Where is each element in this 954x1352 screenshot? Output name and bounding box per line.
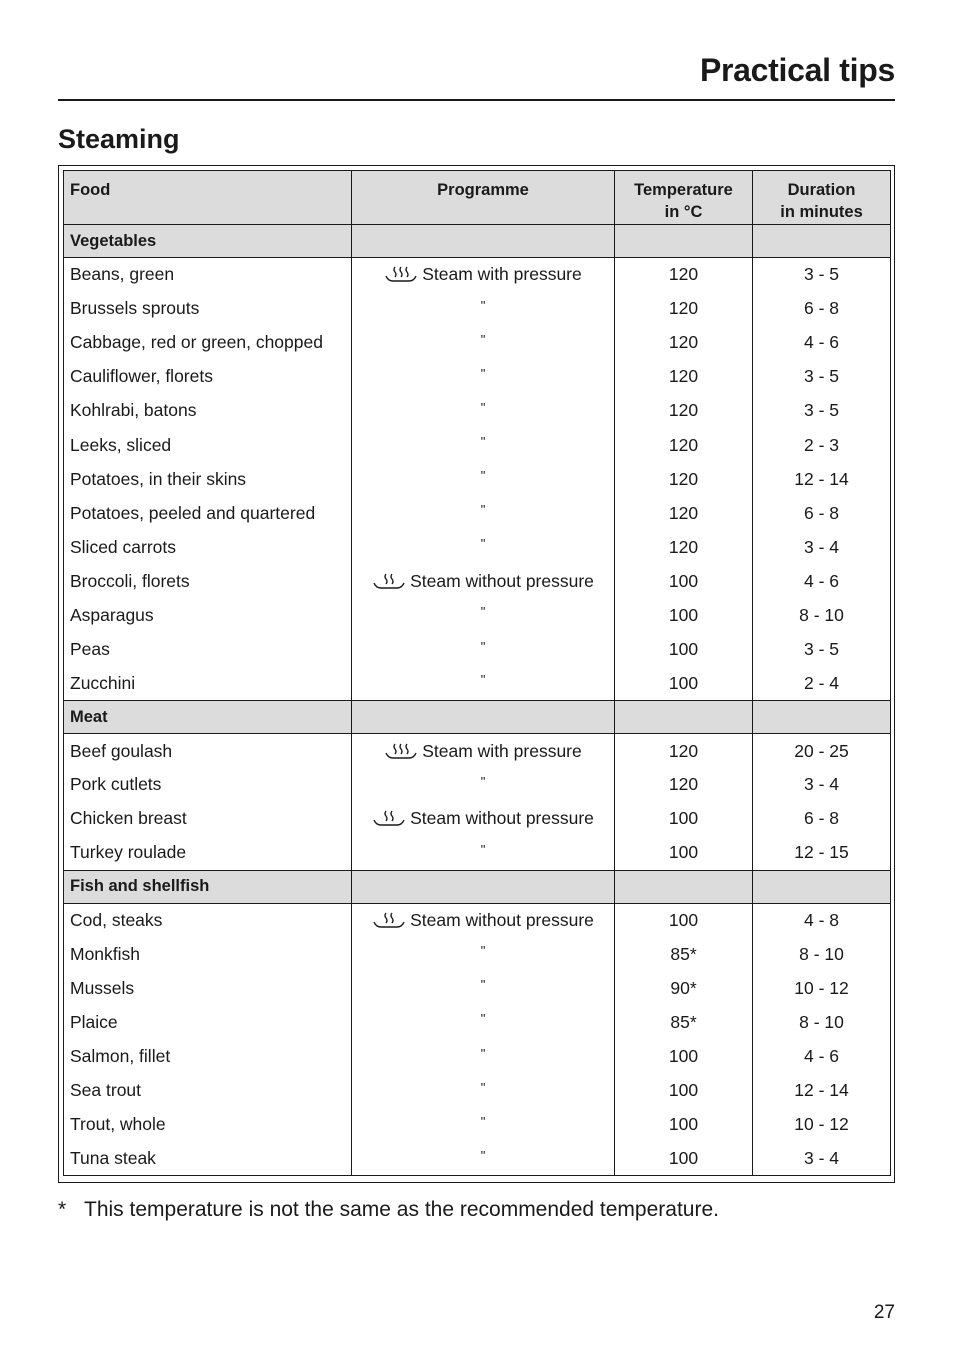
programme-cell [352, 462, 615, 496]
steaming-table-frame [58, 165, 895, 1183]
food-cell: Pork cutlets [64, 768, 352, 802]
table-row [64, 360, 891, 394]
programme-cell [352, 971, 615, 1005]
ditto-mark: " [480, 331, 486, 347]
food-cell: Chicken breast [64, 802, 352, 836]
category-empty-cell [753, 701, 891, 734]
table-row [64, 598, 891, 632]
programme-cell [352, 903, 615, 937]
table-row [64, 1142, 891, 1176]
duration-cell: 4 - 6 [753, 564, 891, 598]
duration-cell: 3 - 5 [753, 258, 891, 292]
column-header-food [64, 171, 352, 225]
ditto-mark: " [480, 1011, 486, 1027]
table-row [64, 462, 891, 496]
table-row [64, 1074, 891, 1108]
food-cell: Cabbage, red or green, chopped [64, 326, 352, 360]
temperature-cell: 85* [615, 937, 753, 971]
temperature-cell: 100 [615, 633, 753, 667]
temperature-cell: 100 [615, 1074, 753, 1108]
programme-cell [352, 1039, 615, 1073]
duration-cell: 20 - 25 [753, 734, 891, 768]
category-empty-cell [352, 225, 615, 258]
table-row [64, 1039, 891, 1073]
food-cell: Potatoes, peeled and quartered [64, 496, 352, 530]
food-cell: Asparagus [64, 598, 352, 632]
food-cell: Cauliflower, florets [64, 360, 352, 394]
steam-with-pressure-icon [384, 742, 418, 760]
temperature-cell: 100 [615, 802, 753, 836]
table-row [64, 292, 891, 326]
section-title: Steaming [58, 124, 180, 154]
temperature-cell: 120 [615, 258, 753, 292]
programme-cell [352, 394, 615, 428]
food-cell: Sliced carrots [64, 530, 352, 564]
programme-cell [352, 667, 615, 701]
food-cell: Trout, whole [64, 1108, 352, 1142]
programme-cell [352, 292, 615, 326]
temperature-cell: 100 [615, 1039, 753, 1073]
temperature-cell: 120 [615, 394, 753, 428]
ditto-mark: " [480, 536, 486, 552]
food-cell: Kohlrabi, batons [64, 394, 352, 428]
column-header-duration-line1: Duration [787, 181, 856, 199]
duration-cell: 3 - 5 [753, 633, 891, 667]
food-cell: Potatoes, in their skins [64, 462, 352, 496]
steam-without-pressure-icon [372, 572, 406, 590]
column-header-programme-label: Programme [437, 181, 529, 199]
ditto-mark: " [480, 672, 486, 688]
table-row [64, 768, 891, 802]
temperature-cell: 120 [615, 462, 753, 496]
duration-cell: 4 - 6 [753, 326, 891, 360]
footnote-text: This temperature is not the same as the recommended temperature. [84, 1198, 719, 1221]
duration-cell: 3 - 4 [753, 530, 891, 564]
duration-cell: 3 - 5 [753, 394, 891, 428]
table-row [64, 903, 891, 937]
temperature-cell: 120 [615, 530, 753, 564]
duration-cell: 12 - 14 [753, 462, 891, 496]
ditto-mark: " [480, 468, 486, 484]
table-row [64, 564, 891, 598]
steaming-table [63, 170, 891, 1176]
column-header-temperature-line2: in °C [664, 203, 703, 221]
duration-cell: 12 - 15 [753, 836, 891, 870]
page-number: 27 [873, 1302, 895, 1323]
ditto-mark: " [480, 773, 486, 789]
ditto-mark: " [480, 365, 486, 381]
food-cell: Peas [64, 633, 352, 667]
food-cell: Sea trout [64, 1074, 352, 1108]
programme-label: Steam without pressure [410, 909, 594, 930]
column-header-duration-line2: in minutes [780, 203, 863, 221]
category-empty-cell [753, 225, 891, 258]
ditto-mark: " [480, 434, 486, 450]
programme-cell [352, 1108, 615, 1142]
programme-cell [352, 1142, 615, 1176]
page-header [58, 48, 895, 101]
ditto-mark: " [480, 399, 486, 415]
programme-cell [352, 598, 615, 632]
food-cell: Beef goulash [64, 734, 352, 768]
ditto-mark: " [480, 604, 486, 620]
programme-cell [352, 1005, 615, 1039]
duration-cell: 4 - 8 [753, 903, 891, 937]
programme-label: Steam without pressure [410, 570, 594, 591]
category-empty-cell [615, 870, 753, 903]
food-cell: Turkey roulade [64, 836, 352, 870]
food-cell: Tuna steak [64, 1142, 352, 1176]
ditto-mark: " [480, 977, 486, 993]
duration-cell: 4 - 6 [753, 1039, 891, 1073]
column-header-duration [753, 171, 891, 225]
table-header-row [64, 171, 891, 225]
duration-cell: 10 - 12 [753, 1108, 891, 1142]
category-empty-cell [615, 225, 753, 258]
temperature-cell: 100 [615, 598, 753, 632]
temperature-cell: 120 [615, 768, 753, 802]
table-row [64, 326, 891, 360]
temperature-cell: 100 [615, 903, 753, 937]
duration-cell: 3 - 4 [753, 768, 891, 802]
programme-cell [352, 530, 615, 564]
ditto-mark: " [480, 1113, 486, 1129]
table-row [64, 633, 891, 667]
table-row [64, 802, 891, 836]
category-row [64, 225, 891, 258]
ditto-mark: " [480, 638, 486, 654]
duration-cell: 12 - 14 [753, 1074, 891, 1108]
programme-cell [352, 836, 615, 870]
table-body [64, 225, 891, 1176]
steam-with-pressure-icon [384, 265, 418, 283]
table-row [64, 667, 891, 701]
temperature-cell: 120 [615, 428, 753, 462]
table-row [64, 496, 891, 530]
programme-cell [352, 937, 615, 971]
temperature-cell: 100 [615, 667, 753, 701]
temperature-cell: 100 [615, 1142, 753, 1176]
duration-cell: 3 - 5 [753, 360, 891, 394]
category-empty-cell [615, 701, 753, 734]
duration-cell: 6 - 8 [753, 292, 891, 326]
column-header-programme [352, 171, 615, 225]
table-row [64, 1005, 891, 1039]
header-title: Practical tips [699, 52, 895, 88]
table-row [64, 734, 891, 768]
temperature-cell: 100 [615, 836, 753, 870]
temperature-cell: 120 [615, 360, 753, 394]
temperature-cell: 85* [615, 1005, 753, 1039]
programme-cell [352, 496, 615, 530]
duration-cell: 2 - 4 [753, 667, 891, 701]
steam-without-pressure-icon [372, 809, 406, 827]
programme-cell [352, 428, 615, 462]
ditto-mark: " [480, 943, 486, 959]
ditto-mark: " [480, 297, 486, 313]
ditto-mark: " [480, 1045, 486, 1061]
duration-cell: 6 - 8 [753, 802, 891, 836]
programme-cell [352, 258, 615, 292]
temperature-cell: 100 [615, 564, 753, 598]
ditto-mark: " [480, 1079, 486, 1095]
category-empty-cell [753, 870, 891, 903]
food-cell: Leeks, sliced [64, 428, 352, 462]
category-empty-cell [352, 701, 615, 734]
food-cell: Monkfish [64, 937, 352, 971]
footnote-marker: * [58, 1198, 67, 1221]
duration-cell: 8 - 10 [753, 598, 891, 632]
column-header-temperature-line1: Temperature [634, 181, 733, 199]
programme-cell [352, 633, 615, 667]
programme-cell [352, 1074, 615, 1108]
table-row [64, 530, 891, 564]
programme-label: Steam with pressure [422, 264, 582, 285]
food-cell: Plaice [64, 1005, 352, 1039]
programme-cell [352, 360, 615, 394]
programme-cell [352, 564, 615, 598]
programme-cell [352, 802, 615, 836]
food-cell: Broccoli, florets [64, 564, 352, 598]
programme-label: Steam with pressure [422, 740, 582, 761]
category-row [64, 870, 891, 903]
footnote [58, 1198, 895, 1222]
temperature-cell: 120 [615, 326, 753, 360]
duration-cell: 8 - 10 [753, 1005, 891, 1039]
category-name: Meat [64, 701, 352, 734]
duration-cell: 2 - 3 [753, 428, 891, 462]
ditto-mark: " [480, 841, 486, 857]
category-row [64, 701, 891, 734]
food-cell: Cod, steaks [64, 903, 352, 937]
ditto-mark: " [480, 1147, 486, 1163]
category-empty-cell [352, 870, 615, 903]
ditto-mark: " [480, 502, 486, 518]
column-header-food-label: Food [70, 181, 111, 199]
table-row [64, 937, 891, 971]
food-cell: Mussels [64, 971, 352, 1005]
food-cell: Zucchini [64, 667, 352, 701]
food-cell: Salmon, fillet [64, 1039, 352, 1073]
temperature-cell: 120 [615, 734, 753, 768]
table-row [64, 836, 891, 870]
duration-cell: 10 - 12 [753, 971, 891, 1005]
temperature-cell: 120 [615, 496, 753, 530]
temperature-cell: 100 [615, 1108, 753, 1142]
table-row [64, 394, 891, 428]
food-cell: Beans, green [64, 258, 352, 292]
temperature-cell: 90* [615, 971, 753, 1005]
duration-cell: 8 - 10 [753, 937, 891, 971]
column-header-temperature [615, 171, 753, 225]
category-name: Vegetables [64, 225, 352, 258]
steam-without-pressure-icon [372, 911, 406, 929]
programme-label: Steam without pressure [410, 808, 594, 829]
table-row [64, 971, 891, 1005]
programme-cell [352, 734, 615, 768]
programme-cell [352, 326, 615, 360]
table-row [64, 258, 891, 292]
programme-cell [352, 768, 615, 802]
temperature-cell: 120 [615, 292, 753, 326]
table-row [64, 1108, 891, 1142]
table-row [64, 428, 891, 462]
duration-cell: 6 - 8 [753, 496, 891, 530]
category-name: Fish and shellfish [64, 870, 352, 903]
food-cell: Brussels sprouts [64, 292, 352, 326]
duration-cell: 3 - 4 [753, 1142, 891, 1176]
